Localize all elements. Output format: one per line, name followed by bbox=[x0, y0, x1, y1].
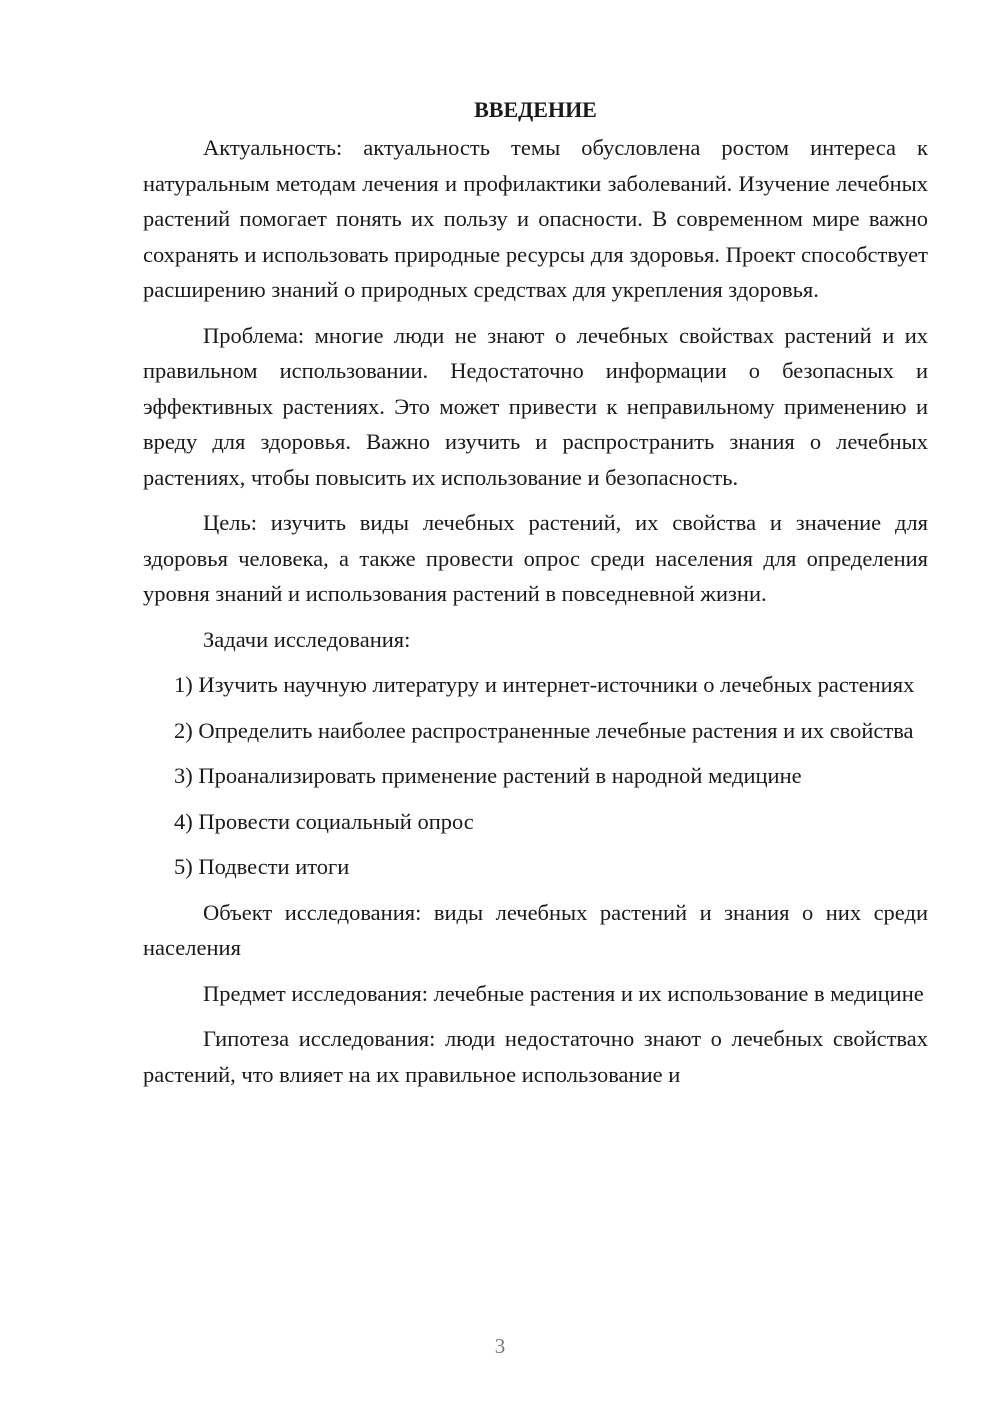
page-number: 3 bbox=[494, 1334, 506, 1358]
task-item-4: 4) Провести социальный опрос bbox=[174, 808, 474, 834]
task-item-3: 3) Проанализировать применение растений в народной медицине bbox=[174, 763, 802, 788]
object-paragraph: Объект исследования: виды лечебных растений и знания о них среди населения bbox=[143, 899, 928, 960]
task-item-1: 1) Изучить научную литературу и интернет-источники о лечебных растениях bbox=[174, 672, 915, 697]
tasks-heading: Задачи исследования: bbox=[203, 626, 411, 652]
hypothesis-paragraph: Гипотеза исследования: люди недостаточно знают о лечебных свойствах растений, что влияет на их правильное использование и bbox=[143, 1026, 928, 1087]
problem-paragraph: Проблема: многие люди не знают о лечебных свойствах растений и их правильном использовании. Недостаточно информации о безопасных и эффективных растениях. Это может привести к неправильному применению и вреду для здоровья. Важно изучить и распространить знания о лечебных растениях, чтобы повысить их использование и безопасность. bbox=[143, 322, 928, 490]
section-heading: ВВЕДЕНИЕ bbox=[474, 97, 597, 122]
subject-paragraph: Предмет исследования: лечебные растения и их использование в медицине bbox=[203, 980, 924, 1006]
goal-paragraph: Цель: изучить виды лечебных растений, их свойства и значение для здоровья человека, а также провести опрос среди населения для определения уровня знаний и использования растений в повседневной жизни. bbox=[143, 510, 928, 606]
task-item-2: 2) Определить наиболее распространенные лечебные растения и их свойства bbox=[174, 717, 914, 743]
relevance-paragraph: Актуальность: актуальность темы обусловлена ростом интереса к натуральным методам лечения и профилактики заболеваний. Изучение лечебных растений помогает понять их пользу и опасности. В современном мире важно сохранять и использовать природные ресурсы для здоровья. Проект способствует расширению знаний о природных средствах для укрепления здоровья. bbox=[143, 135, 928, 302]
task-item-5: 5) Подвести итоги bbox=[174, 854, 350, 879]
page-content bbox=[143, 92, 928, 1102]
